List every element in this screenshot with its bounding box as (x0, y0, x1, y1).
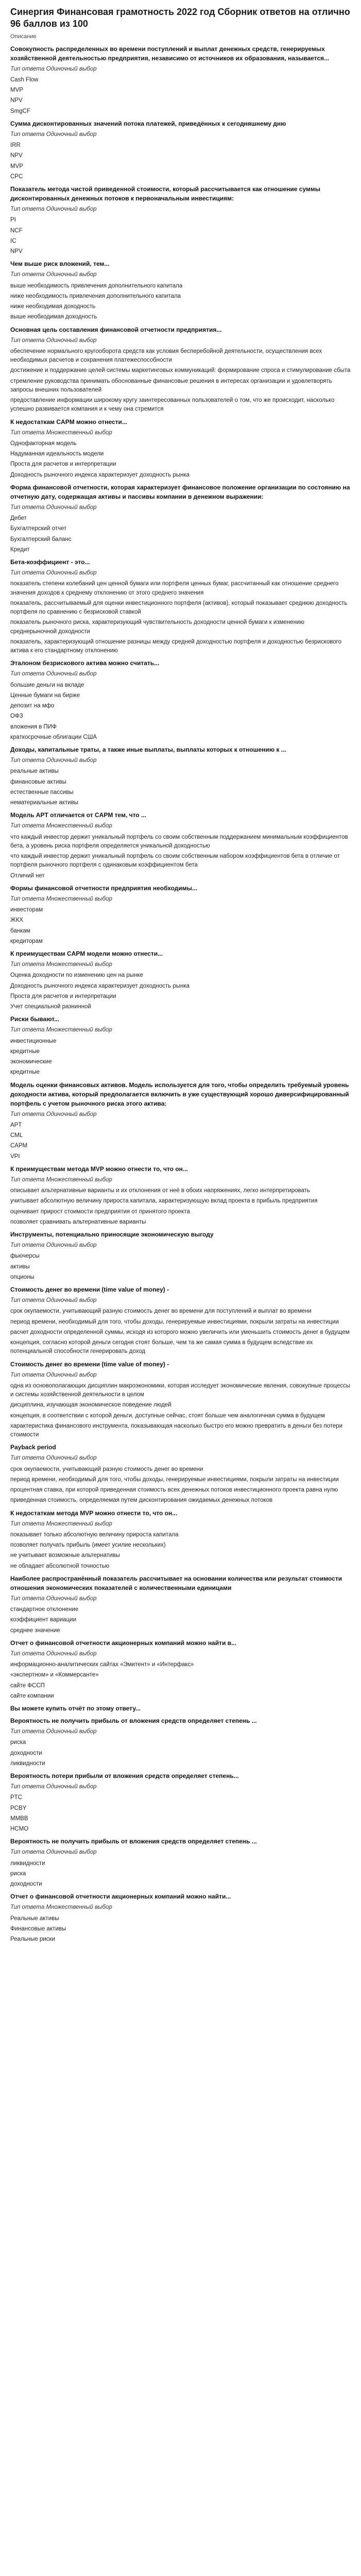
answer-type: Тип ответа Множественный выбор (10, 895, 112, 902)
answer-option: период времени, необходимый для того, чтобы доходы, генерируемые инвестициями, покрыли затраты на инвестиции (10, 1318, 339, 1325)
answer-option: дисциплина, изучающая экономическое поведение людей (10, 1402, 171, 1409)
answer-option: активы (10, 1263, 30, 1270)
answer-option: инвестиционные (10, 1038, 57, 1044)
answer-option: CAPM (10, 1143, 28, 1149)
question-text: Отчет о финансовой отчетности акционерных компаний можно найти в... (10, 1639, 237, 1647)
answer-option: Учет специальной разнинной (10, 1004, 91, 1010)
question-text: Чем выше риск вложений, тем... (10, 260, 110, 268)
question-list (10, 44, 351, 1944)
answer-type: Тип ответа Одиночный выбор (10, 1595, 97, 1602)
answer-option: показатель степени колебаний цен ценной бумаги или портфеля ценных бумаг, рассчитанный как отношение среднего значения доходов к среднему отклонению от этого среднего значения (10, 581, 339, 596)
answer-option: расчет доходности определенной суммы, исходя из которого можно увеличить или уменьшить стоимость денег в будущем (10, 1329, 350, 1335)
answer-option: опционы (10, 1274, 35, 1280)
answer-option: большие деньги на вкладе (10, 682, 84, 688)
answer-option: PCBY (10, 1805, 27, 1811)
answer-option: стремление руководства принимать обоснованные финансовые решения в интересах организации и удовлетворять запросы внешних пользователей (10, 378, 332, 393)
question-text: Вероятность потери прибыли от вложения средств определяет степень... (10, 1772, 239, 1780)
answer-option: срок окупаемости, учитывающий разную стоимость денег во времени (10, 1466, 203, 1472)
answer-option: краткосрочные облигации США (10, 734, 97, 740)
answer-option: сайте ФССП (10, 1682, 45, 1689)
answer-option: сайте компании (10, 1692, 54, 1699)
answer-option: Доходность рыночного индекса характеризует доходность рынка (10, 471, 190, 478)
answer-option: приведенная стоимость, определяемая путем дисконтирования ожидаемых денежных потоков (10, 1497, 273, 1504)
answer-type: Тип ответа Одиночный выбор (10, 131, 97, 138)
answer-type: Тип ответа Множественный выбор (10, 1904, 112, 1911)
question-text: Показатель метода чистой приведенной стоимости, который рассчитывается как отношение суммы дисконтированных денежных потоков к первоначальным инвестициям: (10, 185, 320, 202)
answer-type: Тип ответа Одиночный выбор (10, 206, 97, 212)
answer-type: Тип ответа Одиночный выбор (10, 272, 97, 278)
answer-type: Тип ответа Множественный выбор (10, 961, 112, 968)
answer-option: Надуманная идеальность модели (10, 451, 104, 457)
answer-option: Однофакторная модель (10, 440, 77, 447)
answer-option: выше необходимость привлечения дополнительного капитала (10, 282, 183, 289)
answer-option: VPI (10, 1153, 20, 1160)
answer-option: оценивает прирост стоимости предприятия от принятого проекта (10, 1208, 190, 1215)
answer-option: экономические (10, 1059, 52, 1065)
answer-option: процентная ставка, при которой приведенная стоимость всех денежных потоков инвестиционного проекта равна нулю (10, 1487, 338, 1493)
question-text: К недостаткам метода MVP можно отнести то, что он... (10, 1509, 178, 1517)
answer-option: доходности (10, 1750, 42, 1756)
question-text: Форма финансовой отчетности, которая характеризует финансовое положение организации по состоянию на отчетную дату, содержащая активы и пассивы компании в денежном выражении: (10, 483, 350, 500)
answer-option: NCF (10, 227, 23, 234)
question-text: Вероятность не получить прибыль от вложения средств определяет степень ... (10, 1717, 257, 1724)
answer-option: показатель, рассчитываемый для оценки инвестиционного портфеля (активов), который показывает среднюю доходность портфеля по сравнению с безрисковой ставкой (10, 600, 348, 615)
answer-option: показывает только абсолютную величину прироста капитала (10, 1531, 179, 1538)
answer-option: показатель, характеризующий отношение разницы между средней доходностью портфеля и доходностью безрискового актива к его стандартному отклонению (10, 638, 341, 654)
answer-option: вложения в ПИФ (10, 723, 57, 730)
answer-option: риска (10, 1739, 26, 1746)
answer-option: период времени, необходимый для того, чтобы доходы, генерируемые инвестициями, покрыли затраты на инвестиции (10, 1476, 339, 1483)
answer-option: стандартное отклонение (10, 1606, 79, 1613)
question-text: Вероятность не получить прибыль от вложения средств определяет степень ... (10, 1838, 257, 1845)
question-text: Стоимость денег во времени (time value of money) - (10, 1360, 169, 1368)
question-text: Стоимость денег во времени (time value of money) - (10, 1286, 169, 1293)
answer-option: ОФЗ (10, 713, 23, 720)
answer-option: концепция, в соответствии с которой деньги, доступные сейчас, стоят больше чем аналогичная сумма в будущем (10, 1412, 325, 1419)
answer-option: Проста для расчетов и интерпретации (10, 461, 116, 468)
answer-option: позволяет сравнивать альтернативные варианты (10, 1218, 146, 1225)
question-text: Доходы, капитальные траты, а также иные выплаты, выплаты которых к отношению к ... (10, 746, 286, 753)
answer-type: Тип ответа Одиночный выбор (10, 504, 97, 511)
answer-type: Тип ответа Множественный выбор (10, 1520, 112, 1527)
question-text: Вы можете купить отчёт по этому ответу... (10, 1705, 141, 1712)
answer-option: Ценные бумаги на бирже (10, 692, 80, 699)
answer-option: среднее значение (10, 1627, 60, 1634)
answer-option: HCMO (10, 1826, 29, 1832)
answer-option: реальные активы (10, 768, 59, 775)
answer-option: ниже необходимая доходность (10, 303, 96, 310)
answer-option: Проста для расчетов и интерпретации (10, 993, 116, 999)
answer-option: предоставление информации широкому кругу заинтересованных пользователей о том, что же происходит, насколько успешно развивается компания и к чему она стремится (10, 397, 335, 413)
answer-type: Тип ответа Множественный выбор (10, 823, 112, 829)
answer-option: ниже необходимость привлечения дополнительного капитала (10, 293, 181, 299)
answer-option: учитывает абсолютную величину прироста капитала, характеризующую вклад проекта в прибыль предприятия (10, 1198, 318, 1205)
answer-option: описывает альтернативные варианты и их отклонения от неё в обоих напряжениях, легко интерпретировать (10, 1188, 310, 1194)
answer-type: Тип ответа Одиночный выбор (10, 1784, 97, 1790)
question-text: Модель APT отличается от CAPM тем, что ... (10, 811, 146, 819)
question-text: Инструменты, потенциально приносящие экономическую выгоду (10, 1231, 214, 1238)
answer-type: Тип ответа Множественный выбор (10, 1176, 112, 1183)
answer-type: Тип ответа Одиночный выбор (10, 1849, 97, 1856)
answer-option: CPC (10, 173, 23, 180)
answer-option: Отличий нет (10, 872, 45, 879)
section-label: Описание (10, 33, 37, 40)
answer-option: обеспечение нормального кругооборота средств как условия бесперебойной деятельности, осуществления всех необходимых расчетов и сохранения платежеспособности (10, 348, 322, 363)
answer-type: Тип ответа Одиночный выбор (10, 1242, 97, 1248)
answer-option: срок окупаемости, учитывающий разную стоимость денег во времени для поступлений и выплат во времени (10, 1308, 312, 1315)
answer-type: Тип ответа Одиночный выбор (10, 65, 97, 72)
answer-option: что каждый инвестор держит уникальный портфель со своим собственным набором коэффициентов бета в отличие от портфеля рыночного портфеля с одинаковым коэффициентом бета (10, 853, 340, 869)
answer-type: Тип ответа Одиночный выбор (10, 1371, 97, 1378)
question-text: Основная цель составления финансовой отчетности предприятия... (10, 326, 222, 333)
answer-option: Бухгалтерский отчет (10, 526, 67, 532)
answer-option: ликвидности (10, 1760, 45, 1767)
answer-option: коэффициент вариации (10, 1617, 77, 1623)
answer-option: не учитывает возможные альтернативы (10, 1552, 120, 1559)
answer-option: SmgCF (10, 108, 30, 114)
answer-type: Тип ответа Множественный выбор (10, 429, 112, 436)
answer-type: Тип ответа Множественный выбор (10, 1027, 112, 1033)
answer-option: ликвидности (10, 1860, 45, 1867)
answer-type: Тип ответа Одиночный выбор (10, 337, 97, 344)
answer-type: Тип ответа Одиночный выбор (10, 1297, 97, 1303)
answer-type: Тип ответа Одиночный выбор (10, 1111, 97, 1117)
answer-option: нематериальные активы (10, 800, 79, 806)
answer-option: финансовые активы (10, 778, 66, 785)
answer-option: Реальные риски (10, 1936, 55, 1942)
question-text: Совокупность распределенных во времени поступлений и выплат денежных средств, генерируемых хозяйственной деятельностью предприятия, независимо от источников их образования, называется... (10, 45, 330, 62)
answer-option: достижение и поддержание целей системы маркетинговых коммуникаций: формирование спроса и стимулирование сбыта (10, 367, 351, 374)
answer-option: MMBB (10, 1815, 28, 1822)
answer-option: показатель рыночного риска, характеризующий чувствительность доходности ценной бумаги к изменению среднерыночной доходности (10, 619, 304, 635)
answer-option: PTC (10, 1794, 22, 1801)
answer-option: Финансовые активы (10, 1925, 66, 1932)
answer-option: риска (10, 1870, 26, 1877)
answer-option: Cash Flow (10, 76, 39, 83)
answer-type: Тип ответа Одиночный выбор (10, 1455, 97, 1462)
question-text: К недостаткам CAPM можно отнести... (10, 418, 127, 426)
answer-type: Тип ответа Одиночный выбор (10, 671, 97, 677)
answer-option: NPV (10, 97, 23, 104)
answer-type: Тип ответа Одиночный выбор (10, 757, 97, 764)
answer-option: естественные пассивы (10, 789, 74, 795)
answer-option: MVP (10, 87, 23, 93)
question-text: К преимуществам метода MVP можно отнести то, что он... (10, 1165, 188, 1173)
answer-option: Реальные активы (10, 1915, 59, 1922)
answer-option: инвесторам (10, 907, 43, 913)
answer-option: информационно-аналитических сайтах «Эмитент» и «Интерфакс» (10, 1662, 194, 1668)
answer-type: Тип ответа Одиночный выбор (10, 570, 97, 576)
answer-type: Тип ответа Одиночный выбор (10, 1728, 97, 1735)
answer-option: NPV (10, 152, 23, 159)
answer-option: ЖКХ (10, 917, 23, 924)
document-title: Синергия Финансовая грамотность 2022 год Сборник ответов на отлично 96 баллов из 100 (10, 7, 350, 29)
answer-option: депозит на мфо (10, 703, 55, 709)
question-text: Отчет о финансовой отчетности акционерных компаний можно найти... (10, 1893, 231, 1901)
question-text: Риски бывают... (10, 1015, 60, 1023)
answer-option: одна из основополагающих дисциплин макроэкономики, которая исследует экономические явления, совокупные процессы и системы хозяйственной деятельности в целом (10, 1382, 351, 1398)
question-text: Бета-коэффициент - это... (10, 558, 90, 566)
question-text: Модель оценки финансовых активов. Модель используется для того, чтобы определить требуемый уровень доходности актива, который предполагается включить в уже существующий хорошо диверсифицированный портфель с учетом рыночного риска этого актива: (10, 1081, 349, 1107)
answer-option: APT (10, 1122, 22, 1128)
answer-option: PI (10, 217, 16, 224)
question-text: Формы финансовой отчетности предприятия необходимы... (10, 884, 197, 892)
answer-option: банкам (10, 927, 30, 934)
answer-option: выше необходимая доходность (10, 314, 97, 320)
question-text: Payback period (10, 1444, 56, 1451)
answer-option: MVP (10, 163, 23, 170)
answer-option: фьючерсы (10, 1253, 40, 1260)
answer-option: Кредит (10, 546, 30, 553)
answer-option: позволяет получать прибыль (имеет усилие нескольких) (10, 1542, 166, 1548)
answer-option: доходности (10, 1881, 42, 1887)
answer-option: Оценка доходности по изменению цен на рынке (10, 972, 143, 979)
answer-option: не обладает абсолютной точностью (10, 1563, 110, 1569)
question-text: Сумма дисконтированных значений потока платежей, приведённых к сегодняшнему дню (10, 120, 286, 127)
answer-option: Доходность рыночного индекса характеризует доходность рынка (10, 982, 190, 989)
answer-option: Бухгалтерский баланс (10, 536, 72, 543)
answer-option: концепция, согласно которой деньги сегодня стоят больше, чем та же самая сумма в будущем вследствие их потенциальной способности генерировать доход (10, 1340, 313, 1355)
question-text: К преимуществам CAPM модели можно отнести... (10, 950, 163, 957)
answer-type: Тип ответа Одиночный выбор (10, 1650, 97, 1657)
answer-option: что каждый инвестор держит уникальный портфель со своим собственным поддержанием минимальным коэффициентов бета, а уровень риска портфеля определяется уникальной доходностью (10, 834, 348, 849)
answer-option: кредиторам (10, 938, 43, 944)
answer-option: «экспертном» и «Коммерсанте» (10, 1672, 99, 1679)
answer-option: NPV (10, 248, 23, 255)
question-text: Наиболее распространённый показатель рассчитывает на основании количества или результат стоимости отношения экономических показателей с количественными единицами (10, 1574, 342, 1591)
question-text: Эталоном безрискового актива можно считать... (10, 659, 160, 667)
answer-option: Дебет (10, 515, 27, 521)
answer-option: CML (10, 1132, 23, 1139)
answer-option: IC (10, 238, 16, 244)
answer-option: кредитные (10, 1048, 40, 1055)
answer-option: кредитные (10, 1069, 40, 1076)
answer-option: характеристика финансового инструмента, показывающая насколько быстро его можно превратить в деньги без потери стоимости (10, 1422, 343, 1438)
answer-option: IRR (10, 142, 21, 148)
